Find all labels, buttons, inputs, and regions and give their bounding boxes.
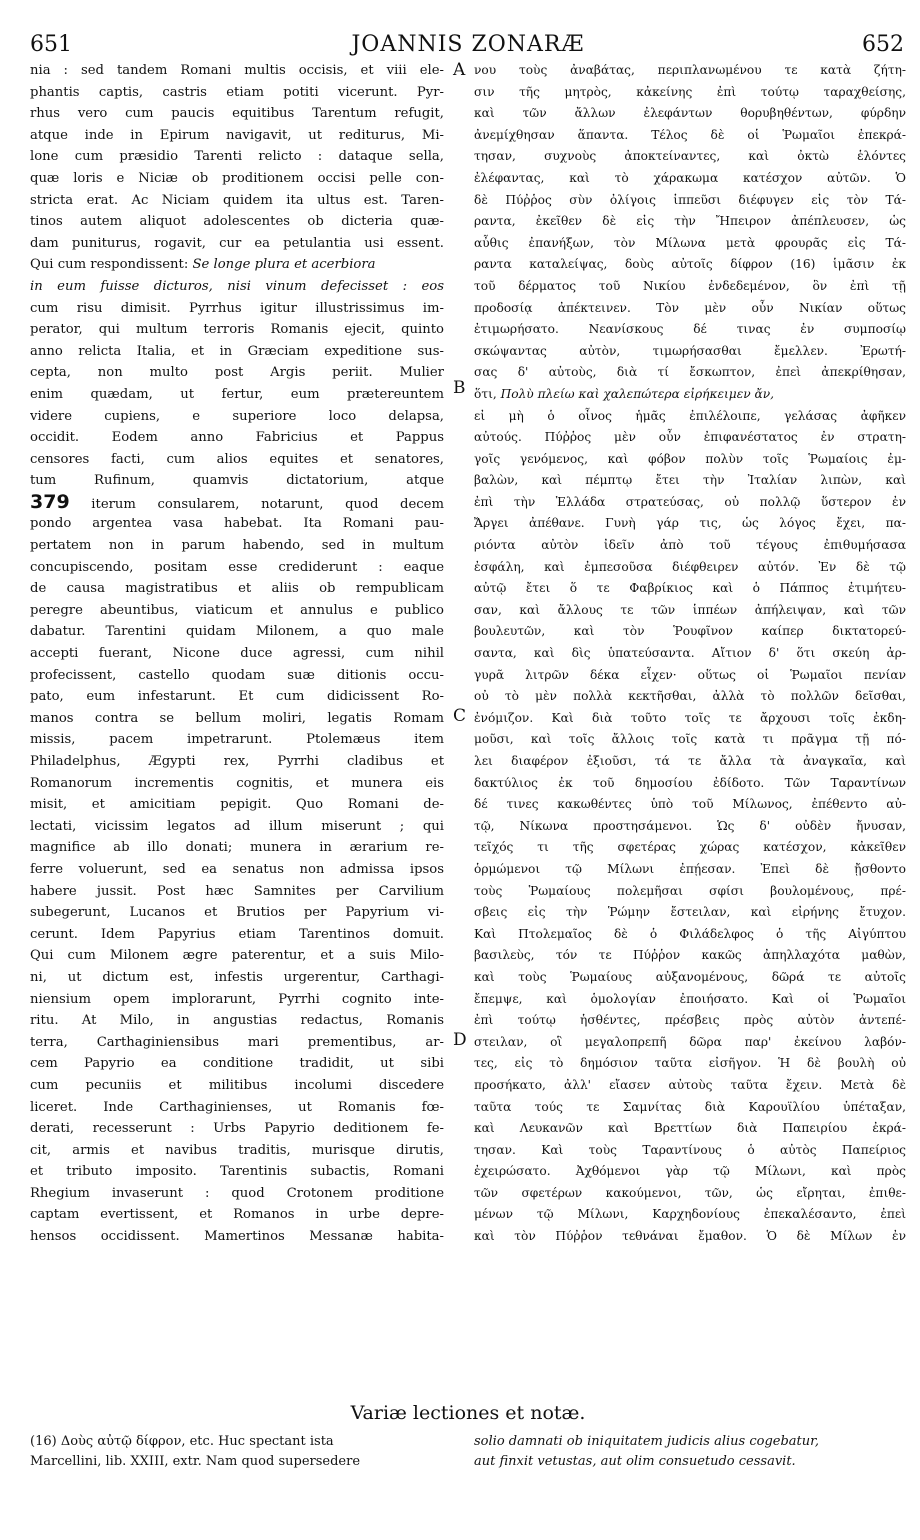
greek-text-line: [474, 557, 906, 579]
latin-text-line: [30, 643, 444, 665]
greek-line-text: τησαν. Καὶ τοὺς Ταραντίνους ὁ αὐτὸς Παπείριος: [474, 1142, 906, 1157]
greek-line-text: ταῦτα τούς τε Σαμνίτας διὰ Καρουϊλίου ὑπέταξαν,: [474, 1099, 906, 1114]
greek-line-text: αὐτούς. Πύῤῥος μὲν οὖν ἐπιφανέστατος ἐν στρατη-: [474, 430, 906, 445]
latin-text-line: [30, 902, 444, 924]
latin-text-line: [30, 665, 444, 687]
greek-line-text: καὶ Λευκανῶν καὶ Βρεττίων διὰ Παπειρίου ἐκρά-: [474, 1121, 906, 1136]
latin-line-text: accepti fuerant, Nicone duce agressi, cum nihil: [30, 646, 444, 662]
latin-line-text: stricta erat. Ac Niciam quidem ita ultus est. Taren-: [30, 192, 444, 208]
greek-line-text: τεῖχός τι τῆς σφετέρας χώρας κατέσχον, κἀκεῖθεν: [474, 840, 906, 855]
latin-text-line: [30, 362, 444, 384]
latin-line-text: iterum consularem, notarunt, quod decem: [91, 496, 444, 512]
greek-line-text: ραντα, ἐκεῖθεν δὲ εἰς τὴν Ἤπειρον ἀπέπλευσεν, ὡς: [474, 214, 906, 229]
running-head: [30, 26, 906, 60]
greek-line-text: δὲ Πύῤῥος σὺν ὀλίγοις ἱππεῦσι διέφυγεν εἰς τὸν Τά-: [474, 192, 906, 207]
greek-text-line: [474, 686, 906, 708]
latin-line-text: perator, qui multum terroris Romanis ejecit, quinto: [30, 322, 444, 338]
greek-line-text: γυρᾶ λιτρῶν δέκα εἶχεν· οὕτως οἱ Ῥωμαῖοι πενίαν: [474, 667, 906, 682]
greek-text-line: [474, 621, 906, 643]
latin-line-text: liceret. Inde Carthaginienses, ut Romanis fœ-: [30, 1099, 444, 1115]
latin-text-line: [30, 1204, 444, 1226]
latin-text-line: [30, 190, 444, 212]
latin-line-text: ferre voluerunt, sed ea senatus non admissa ipsos: [30, 861, 444, 877]
greek-line-text: τοῦ δέρματος τοῦ Νικίου ἐνδεδεμένον, ὃν ἐπὶ τῇ: [474, 278, 906, 293]
latin-text-line: [30, 82, 444, 104]
greek-text-line: [474, 1075, 906, 1097]
greek-text-line: [474, 708, 906, 730]
latin-line-text: peregre abeuntibus, viaticum et annulus e publico: [30, 602, 444, 618]
latin-line-text: misit, et amicitiam pepigit. Quo Romani de-: [30, 797, 444, 813]
note-right-line: aut finxit vetustas, aut olim consuetudo cessavit.: [474, 1454, 796, 1469]
latin-line-text: rhus vero cum paucis equitibus Tarentum refugit,: [30, 106, 444, 122]
latin-line-text: cum risu dimisit. Pyrrhus igitur illustrissimus im-: [30, 300, 444, 316]
greek-line-text: τησαν, συχνοὺς ἀποκτείναντες, καὶ ὀκτὼ ἑλόντες: [474, 149, 906, 164]
greek-text-line: [474, 665, 906, 687]
latin-text-line: [30, 578, 444, 600]
greek-text-line: [474, 1226, 906, 1248]
latin-text-line: [30, 945, 444, 967]
greek-text-line: [474, 125, 906, 147]
running-title: JOANNIS ZONARÆ: [351, 32, 585, 57]
greek-text-line: [474, 773, 906, 795]
latin-text-line: [30, 146, 444, 168]
latin-text-line: [30, 492, 444, 514]
greek-text-line: [474, 643, 906, 665]
latin-line-text: ritu. At Milo, in angustias redactus, Romanis: [30, 1013, 444, 1029]
latin-line-text: cit, armis et navibus traditis, murisque dirutis,: [30, 1142, 444, 1158]
latin-text-line: [30, 1075, 444, 1097]
latin-line-text: censores facti, cum alios equites et senatores,: [30, 451, 444, 467]
greek-line-text: ἐνόμιζον. Καὶ διὰ τοῦτο τοῖς τε ἄρχουσι τοῖς ἐκδη-: [474, 710, 906, 725]
latin-text-line: [30, 751, 444, 773]
latin-text-line: [30, 103, 444, 125]
page-number-left: 651: [30, 32, 72, 57]
latin-line-text: cepta, non multo post Argis periit. Mulier: [30, 365, 444, 381]
greek-text-line: [474, 1032, 906, 1054]
notes-section: [30, 1432, 906, 1502]
greek-text-line: [474, 1053, 906, 1075]
greek-line-text: ἐσφάλη, καὶ ἐμπεσοῦσα διέφθειρεν αὐτόν. Ἐν δὲ τῷ: [474, 559, 906, 574]
latin-line-text: cerunt. Idem Papyrius etiam Tarentinos domuit.: [30, 926, 444, 942]
latin-text-line: [30, 233, 444, 255]
latin-line-text: concupiscendo, positam esse crediderunt : eaque: [30, 559, 444, 575]
greek-text-line: [474, 146, 906, 168]
greek-text-line: [474, 427, 906, 449]
latin-text-line: [30, 621, 444, 643]
greek-text-line: [474, 319, 906, 341]
latin-line-text: Philadelphus, Ægypti rex, Pyrrhi cladibus et: [30, 754, 444, 769]
greek-line-text: τες, εἰς τὸ δημόσιον ταῦτα εἰσῆγον. Ἡ δὲ βουλὴ οὐ: [474, 1056, 906, 1071]
greek-line-text: ἀνεμίχθησαν ἅπαντα. Τέλος δὲ οἱ Ῥωμαῖοι ἐπεκρά-: [474, 127, 906, 142]
latin-text-line: [30, 1226, 444, 1248]
latin-text-line: [30, 1140, 444, 1162]
greek-line-text: βουλευτῶν, καὶ τὸν Ῥουφῖνον καίπερ δικτατορεύ-: [474, 624, 906, 639]
greek-text-line: [474, 924, 906, 946]
latin-text-line: [30, 513, 444, 535]
latin-text-line: [30, 298, 444, 320]
latin-text-line: [30, 773, 444, 795]
greek-text-line: [474, 254, 906, 276]
latin-line-text: profecissent, castello quodam suæ ditionis occu-: [30, 667, 444, 683]
margin-letter-a: A: [453, 60, 466, 80]
latin-line-text: occidit. Eodem anno Fabricius et Pappus: [30, 430, 444, 446]
latin-text-line: [30, 535, 444, 557]
greek-text-line: [474, 82, 906, 104]
latin-line-text: tinos autem aliquot adolescentes ob dicteria quæ-: [30, 214, 444, 230]
latin-line-text: Qui cum respondissent:: [30, 257, 189, 273]
greek-line-text: στειλαν, οἳ μεγαλοπρεπῆ δῶρα παρ' ἐκείνου λαβόν-: [474, 1034, 906, 1049]
greek-line-text: προδοσίᾳ ἀπέκτεινεν. Τὸν μὲν οὖν Νικίαν οὕτως: [474, 300, 906, 315]
latin-text-line: [30, 686, 444, 708]
latin-text-line: [30, 125, 444, 147]
greek-line-text: σαν, καὶ ἄλλους τε τῶν ἱππέων ἀπήλειψαν, καὶ τῶν: [474, 602, 906, 617]
greek-line-text: δέ τινες κακωθέντες ὑπὸ τοῦ Μίλωνος, ἐπέθεντο αὐ-: [474, 797, 906, 812]
latin-line-text: niensium opem implorarunt, Pyrrhi cognito inte-: [30, 991, 444, 1007]
latin-line-text: captam evertissent, et Romanos in urbe depre-: [30, 1207, 444, 1223]
latin-column: [30, 60, 444, 1248]
greek-line-text: ἐλέφαντας, καὶ τὸ χάρακωμα κατέσχον αὐτῶν. Ὁ: [474, 170, 906, 185]
greek-line-text: γοῖς γενόμενος, καὶ φόβον πολὺν τοῖς Ῥωμαίοις ἐμ-: [474, 451, 906, 466]
greek-text-line: [474, 837, 906, 859]
greek-line-text: ριόντα αὐτὸν ἰδεῖν ἀπὸ τοῦ τέγους ἐπιθυμήσασα: [474, 538, 906, 553]
greek-line-text: Ἄργει ἀπέθανε. Γυνὴ γάρ τις, ὡς λόγος ἔχει, πα-: [474, 516, 906, 531]
latin-line-text: terra, Carthaginiensibus mari prementibus, ar-: [30, 1034, 444, 1050]
greek-line-text: καὶ τὸν Πύῤῥον τεθνάναι ἔμαθον. Ὁ δὲ Μίλων ἐν: [474, 1229, 906, 1244]
latin-line-text: enim quædam, ut fertur, eum prætereuntem: [30, 386, 444, 402]
latin-text-line: [30, 427, 444, 449]
latin-line-text: quæ loris e Niciæ ob proditionem occisi pelle con-: [30, 170, 444, 186]
latin-text-line: [30, 384, 444, 406]
greek-text-line: [474, 1140, 906, 1162]
latin-line-text: Qui cum Milonem ægre paterentur, et a suis Milo-: [30, 948, 444, 964]
note-right-line: solio damnati ob iniquitatem judicis alius cogebatur,: [474, 1434, 820, 1449]
greek-line-text: λει διαφέρον ἐξιοῦσι, τά τε ἄλλα τὰ ἀναγκαῖα, καὶ: [474, 754, 906, 768]
latin-line-text: subegerunt, Lucanos et Brutios per Papyrium vi-: [30, 905, 444, 921]
greek-line-text: τῷ, Νίκωνα προστησάμενοι. Ὡς δ' οὐδὲν ἤνυσαν,: [474, 818, 906, 833]
greek-text-line: [474, 1183, 906, 1205]
latin-text-line: [30, 1183, 444, 1205]
latin-text-line: [30, 1161, 444, 1183]
greek-line-text: σιν τῆς μητρὸς, κἀκείνης ἐπὶ τούτῳ ταραχθείσης,: [474, 84, 906, 99]
latin-line-text: videre cupiens, e superiore loco delapsa,: [30, 408, 444, 424]
latin-text-line: [30, 470, 444, 492]
greek-text-line: [474, 211, 906, 233]
greek-line-text: σκώψαντας αὐτὸν, τιμωρήσασθαι ἔμελλεν. Ἐρωτή-: [474, 343, 906, 358]
greek-line-text: βαλὼν, καὶ πέμπτῳ ἔτει τὴν Ἰταλίαν λιπὼν, καὶ: [474, 473, 906, 488]
greek-text-line: [474, 1010, 906, 1032]
greek-text-line: [474, 1118, 906, 1140]
greek-text-line: [474, 989, 906, 1011]
greek-line-text: καὶ τῶν ἄλλων ἐλεφάντων θορυβηθέντων, φύρδην: [474, 106, 906, 121]
greek-line-text: μοῦσι, καὶ τοῖς ἄλλοις τοῖς κατὰ τι πρᾶγμα τῇ πό-: [474, 732, 906, 747]
latin-line-text: dabatur. Tarentini quidam Milonem, a quo male: [30, 624, 444, 640]
note-left-line: (16) Δοὺς αὐτῷ δίφρον, etc. Huc spectant ista: [30, 1434, 334, 1449]
greek-text-line: [474, 859, 906, 881]
greek-line-text: καὶ τοὺς Ῥωμαίους αὐξανομένους, δῶρά τε αὐτοῖς: [474, 969, 906, 984]
greek-text-line: [474, 881, 906, 903]
latin-text-line: [30, 168, 444, 190]
greek-text-line: [474, 470, 906, 492]
margin-letter-d: D: [453, 1030, 467, 1050]
greek-line-text: ὅτι,: [474, 386, 497, 401]
notes-heading: Variæ lectiones et notæ.: [350, 1402, 586, 1424]
latin-text-line: [30, 406, 444, 428]
latin-text-line: [30, 211, 444, 233]
greek-line-text: σβεις εἰς τὴν Ῥώμην ἔστειλαν, καὶ εἰρήνης ἔτυχον.: [474, 905, 906, 920]
latin-line-text: ni, ut dictum est, infestis urgerentur, Carthagi-: [30, 969, 444, 985]
greek-text-line: [474, 406, 906, 428]
greek-line-text: αὐτῷ ἔτει ὅ τε Φαβρίκιος καὶ ὁ Πάππος ἐτιμήτευ-: [474, 581, 906, 596]
greek-line-text: δακτύλιος ἐκ τοῦ δημοσίου ἐδίδοτο. Τῶν Ταραντίνων: [474, 775, 906, 790]
greek-line-text: τῶν σφετέρων κακούμενοι, τῶν, ὡς εἴρηται, ἐπιθε-: [474, 1185, 906, 1200]
latin-text-line: [30, 837, 444, 859]
latin-text-line: [30, 276, 444, 298]
latin-text-line: [30, 729, 444, 751]
latin-text-line: [30, 319, 444, 341]
greek-text-line: [474, 384, 906, 406]
note-left-line: Marcellini, lib. XXIII, extr. Nam quod supersedere: [30, 1454, 361, 1469]
latin-line-text: de causa magistratibus et aliis ob rempublicam: [30, 581, 444, 597]
latin-text-line: [30, 341, 444, 363]
greek-text-line: [474, 492, 906, 514]
margin-section-number: 379: [30, 491, 70, 513]
latin-line-text: lectati, vicissim legatos ad illum miserunt ; qui: [30, 818, 444, 834]
greek-text-line: [474, 276, 906, 298]
greek-line-text: ἐπὶ τούτῳ ἡσθέντες, πρέσβεις πρὸς αὐτὸν ἀντεπέ-: [474, 1013, 906, 1028]
latin-line-text: cum pecuniis et militibus incolumi discedere: [30, 1077, 444, 1093]
latin-text-line: [30, 1053, 444, 1075]
latin-text-line: [30, 708, 444, 730]
greek-text-line: [474, 816, 906, 838]
latin-text-line: [30, 557, 444, 579]
latin-line-text: pertatem non in parum habendo, sed in multum: [30, 538, 444, 554]
greek-line-text: σαντα, καὶ δὶς ὑπατεύσαντα. Αἴτιον δ' ὅτι σκεύη ἀρ-: [474, 646, 906, 661]
greek-text-line: [474, 535, 906, 557]
latin-text-line: [30, 924, 444, 946]
greek-text-line: [474, 449, 906, 471]
greek-line-text: αὖθις ἐπανήξων, τὸν Μίλωνα μετὰ φρουρᾶς εἰς Τά-: [474, 235, 906, 250]
note-left: [30, 1432, 444, 1472]
greek-line-text: ὁρμώμενοι τῷ Μίλωνι ἐπῄεσαν. Ἐπεὶ δὲ ᾔσθοντο: [474, 861, 906, 876]
latin-line-text: tum Rufinum, quamvis dictatorium, atque: [30, 473, 444, 489]
latin-text-line: [30, 881, 444, 903]
latin-text-line: [30, 794, 444, 816]
greek-text-line: [474, 729, 906, 751]
greek-line-text: ἐχειρώσατο. Ἀχθόμενοι γὰρ τῷ Μίλωνι, καὶ πρὸς: [474, 1164, 906, 1179]
greek-text-line: [474, 1097, 906, 1119]
latin-line-text: manos contra se bellum moliri, legatis Romam: [30, 710, 444, 726]
latin-line-text: Romanorum incrementis cognitis, et munera eis: [30, 775, 444, 791]
latin-text-line: [30, 1032, 444, 1054]
latin-line-text: dam puniturus, rogavit, cur ea petulantia usi essent.: [30, 235, 444, 251]
latin-text-line: [30, 449, 444, 471]
latin-line-text: lone cum præsidio Tarenti relicto : dataque sella,: [30, 149, 444, 165]
latin-line-text: phantis captis, castris etiam potiti vicerunt. Pyr-: [30, 84, 444, 100]
latin-line-text: in eum fuisse dicturos, nisi vinum defecisset : eos: [30, 278, 444, 294]
greek-text-line: [474, 751, 906, 773]
greek-line-text: νου τοὺς ἀναβάτας, περιπλανωμένου τε κατὰ ζήτη-: [474, 63, 906, 77]
latin-text-line: [30, 816, 444, 838]
margin-letter-b: B: [453, 378, 466, 398]
greek-italic-quote: Πολὺ πλείω καὶ χαλεπώτερα εἰρήκειμεν ἄν,: [500, 386, 775, 401]
latin-line-text: cem Papyrio ea conditione tradidit, ut sibi: [30, 1056, 444, 1072]
latin-text-line: [30, 1010, 444, 1032]
latin-text-line: [30, 60, 444, 82]
greek-text-line: [474, 362, 906, 384]
latin-line-text: hensos occidissent. Mamertinos Messanæ habita-: [30, 1229, 444, 1245]
latin-line-text: habere jussit. Post hæc Samnites per Carvilium: [30, 883, 444, 899]
latin-line-text: Rhegium invaserunt : quod Crotonem proditione: [30, 1185, 444, 1201]
latin-line-text: atque inde in Epirum navigavit, ut rediturus, Mi-: [30, 127, 444, 143]
latin-text-line: [30, 1097, 444, 1119]
latin-text-line: [30, 967, 444, 989]
greek-line-text: Καὶ Πτολεμαῖος δὲ ὁ Φιλάδελφος ὁ τῆς Αἰγύπτου: [474, 926, 906, 941]
greek-line-text: εἰ μὴ ὁ οἶνος ἡμᾶς ἐπιλέλοιπε, γελάσας ἀφῆκεν: [474, 408, 906, 423]
text-columns: [30, 60, 906, 1388]
greek-line-text: σας δ' αὐτοὺς, διὰ τί ἔσκωπτον, ἐπεὶ ἀπεκρίθησαν,: [474, 365, 906, 380]
latin-line-text: anno relicta Italia, et in Græciam expeditione sus-: [30, 343, 444, 359]
latin-line-text: pondo argentea vasa habebat. Ita Romani pau-: [30, 516, 444, 532]
latin-text-line: [30, 600, 444, 622]
latin-italic-quote: Se longe plura et acerbiora: [192, 257, 376, 273]
latin-line-text: missis, pacem impetrarunt. Ptolemæus item: [30, 732, 444, 748]
latin-line-text: pato, eum infestarunt. Et cum didicissent Ro-: [30, 689, 444, 705]
note-right: [474, 1432, 906, 1472]
greek-text-line: [474, 945, 906, 967]
latin-text-line: [30, 254, 444, 276]
greek-text-line: [474, 298, 906, 320]
greek-text-line: [474, 578, 906, 600]
greek-line-text: προσήκατο, ἀλλ' εἴασεν αὐτοὺς ταῦτα ἔχειν. Μετὰ δὲ: [474, 1077, 906, 1092]
greek-text-line: [474, 60, 906, 82]
greek-text-line: [474, 600, 906, 622]
greek-line-text: οὐ τὸ μὲν πολλὰ κεκτῆσθαι, ἀλλὰ τὸ πολλῶν δεῖσθαι,: [474, 689, 906, 704]
latin-line-text: et tributo imposito. Tarentinis subactis, Romani: [30, 1164, 444, 1180]
greek-text-line: [474, 190, 906, 212]
latin-line-text: nia : sed tandem Romani multis occisis, et viii ele-: [30, 63, 444, 78]
greek-text-line: [474, 794, 906, 816]
latin-text-line: [30, 989, 444, 1011]
latin-text-line: [30, 859, 444, 881]
greek-text-line: [474, 513, 906, 535]
margin-letter-c: C: [453, 706, 467, 726]
greek-line-text: τοὺς Ῥωμαίους πολεμῆσαι σφίσι βουλομένους, πρέ-: [474, 883, 906, 898]
latin-line-text: derati, recesserunt : Urbs Papyrio deditionem fe-: [30, 1121, 444, 1137]
greek-line-text: ἐτιμωρήσατο. Νεανίσκους δέ τινας ἐν συμποσίῳ: [474, 322, 906, 337]
greek-text-line: [474, 902, 906, 924]
page-number-right: 652: [862, 32, 904, 57]
greek-column: [474, 60, 906, 1248]
greek-text-line: [474, 233, 906, 255]
latin-text-line: [30, 1118, 444, 1140]
greek-text-line: [474, 967, 906, 989]
greek-text-line: [474, 1204, 906, 1226]
greek-text-line: [474, 1161, 906, 1183]
latin-line-text: magnifice ab illo donati; munera in ærarium re-: [30, 840, 444, 856]
greek-line-text: μένων τῷ Μίλωνι, Καρχηδονίους ἐπεκαλέσαντο, ἐπεὶ: [474, 1207, 906, 1222]
greek-line-text: βασιλεὺς, τόν τε Πύῤῥον κακῶς ἀπηλλαχότα μαθὼν,: [474, 948, 906, 963]
greek-text-line: [474, 341, 906, 363]
greek-text-line: [474, 103, 906, 125]
greek-line-text: ἔπεμψε, καὶ ὁμολογίαν ἐποιήσατο. Καὶ οἱ Ῥωμαῖοι: [474, 991, 906, 1006]
greek-line-text: ἐπὶ τὴν Ἑλλάδα στρατεύσας, οὐ πολλῷ ὕστερον ἐν: [474, 494, 906, 509]
greek-text-line: [474, 168, 906, 190]
greek-line-text: ραντα καταλείψας, δοὺς αὐτοῖς δίφρον (16) ἱμᾶσιν ἐκ: [474, 257, 906, 272]
